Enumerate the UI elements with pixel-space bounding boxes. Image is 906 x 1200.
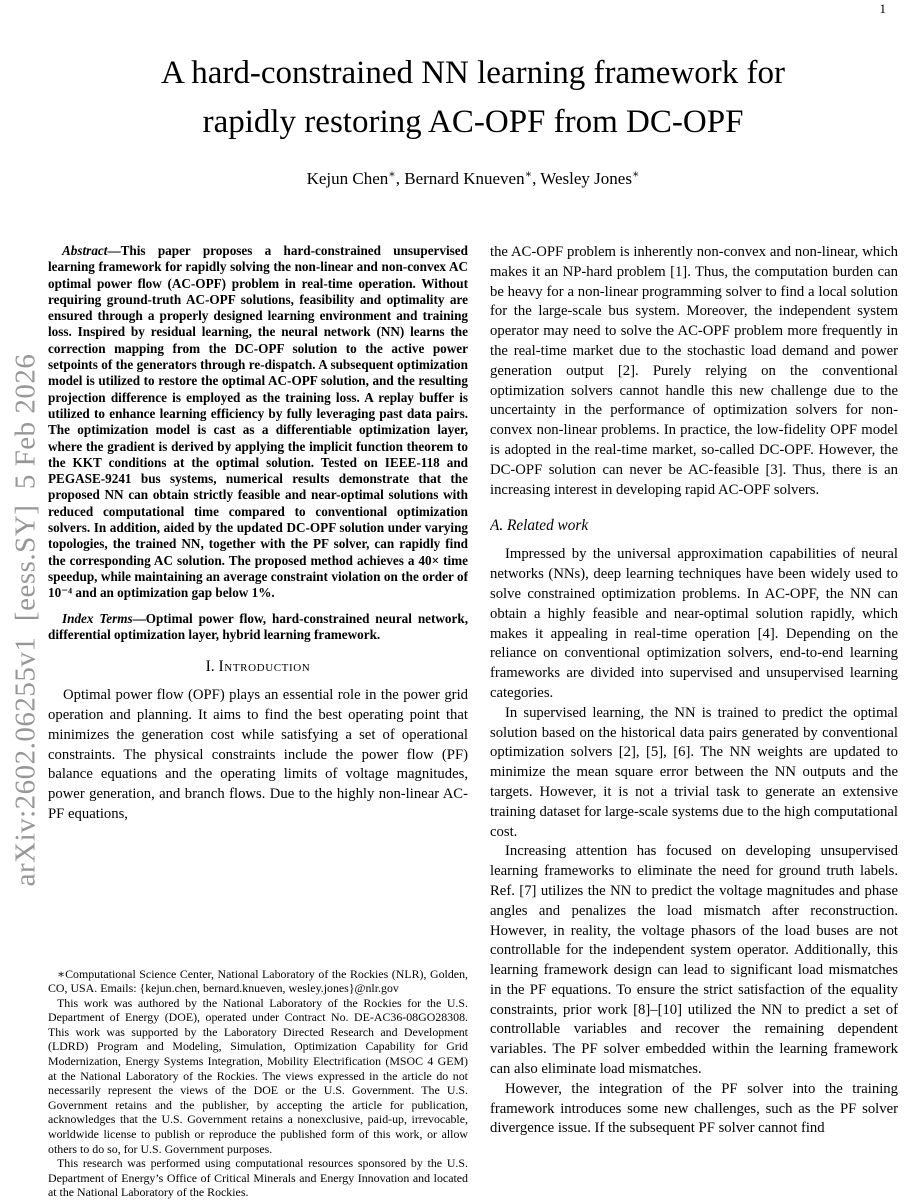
- left-column: [48, 243, 468, 1200]
- index-terms-label: Index Terms: [62, 610, 133, 626]
- index-terms-text: Optimal power flow, hard-constrained neural network, differential optimization layer, hybrid learning framework.: [48, 610, 468, 642]
- author-3: Wesley Jones∗: [540, 168, 640, 188]
- introduction-paragraph-2: the AC-OPF problem is inherently non-convex and non-linear, which makes it an NP-hard problem [1]. Thus, the computation burden can be heavy for a non-linear programming solver to find a local solution for the large-scale bus system. Moreover, the independent system operator may need to solve the AC-OPF problem more frequently in the real-time market due to the stochastic load demand and power generation output [2]. Purely relying on the conventional optimization solvers cannot handle this new challenge due to the uncertainty in the performance of optimization solvers for non-convex non-linear problems. In practice, the low-fidelity OPF model is adopted in the real-time market, so-called DC-OPF. However, the DC-OPF solution can never be AC-feasible [3]. Thus, there is an increasing interest in developing rapid AC-OPF solvers.: [490, 244, 898, 498]
- subsection-title: Related work: [507, 517, 589, 535]
- related-work-paragraph-1: Impressed by the universal approximation capabilities of neural networks (NNs), deep learning techniques have been widely used to solve constrained optimization problems. In AC-OPF, the NN can obtain a highly feasible and near-optimal solution rapidly, which makes it appealing in real-time operation [4]. Depending on the reliance on conventional optimization solvers, end-to-end learning frameworks are divided into supervised and unsupervised learning categories.: [490, 546, 898, 701]
- footnote-funding: This work was authored by the National Laboratory of the Rockies for the U.S. Department of Energy (DOE), operated under Contract No. DE-AC36-08GO28308. This work was supported by the Laboratory Directed Research and Development (LDRD) Program and Modeling, Simulation, Optimization Capability for Grid Modernization, Energy Systems Integration, Mobility Electrification (MSOC 4 GEM) at the National Laboratory of the Rockies. The views expressed in the article do not necessarily represent the views of the DOE or the U.S. Government. The U.S. Government retains and the publisher, by accepting the article for publication, acknowledges that the U.S. Government retains a nonexclusive, paid-up, irrevocable, worldwide license to publish or reproduce the published form of this work, or allow others to do so, for U.S. Government purposes.: [48, 995, 468, 1156]
- section-title: Introduction: [218, 658, 311, 676]
- related-work-paragraph-3: Increasing attention has focused on developing unsupervised learning frameworks to eliminate the need for ground truth labels. Ref. [7] utilizes the NN to predict the voltage magnitudes and phase angles and penalizes the load mismatch after reconstruction. However, in reality, the voltage phasors of the load buses are not controllable for the independent system operator. Additionally, this learning framework design can lead to significant load mismatches in the PF equations. To ensure the strict satisfaction of the equality constraints, prior work [8]–[10] utilized the NN to predict a set of controllable variables and recover the remaining dependent variables. The PF solver embedded within the learning framework can also eliminate load mismatches.: [490, 843, 898, 1078]
- page-number: 1: [879, 1, 886, 16]
- author-2-affiliation-mark: ∗: [524, 168, 533, 180]
- right-column: [490, 243, 898, 1200]
- subsection-label: A.: [490, 517, 504, 535]
- abstract-dash: —: [107, 243, 121, 258]
- author-3-affiliation-mark: ∗: [631, 168, 640, 180]
- introduction-paragraph-1: Optimal power flow (OPF) plays an essential role in the power grid operation and planning. It aims to find the best operating point that minimizes the generation cost while satisfying a set of operational constraints. The physical constraints include the power flow (PF) balance equations and the operating limits of voltage magnitudes, power generation, and branch flows. Due to the highly non-linear AC-PF equations,: [48, 687, 468, 822]
- footnote-affiliation: ∗Computational Science Center, National Laboratory of the Rockies (NLR), Golden, CO, USA. Emails: {kejun.chen, bernard.knueven, wesley.jones}@nlr.gov: [48, 966, 468, 996]
- related-work-paragraph-4: However, the integration of the PF solver into the training framework introduces some new challenges, such as the PF solver divergence issue. If the subsequent PF solver cannot find: [490, 1080, 898, 1137]
- paper-title: [48, 49, 898, 147]
- index-terms-dash: —: [132, 610, 146, 626]
- abstract-text: This paper proposes a hard-constrained unsupervised learning framework for rapidly solving the non-linear and non-convex AC optimal power flow (AC-OPF) problem in real-time operation. Without requiring ground-truth AC-OPF solutions, feasibility and optimality are ensured through a properly designed learning environment and training loss. Inspired by residual learning, the neural network (NN) learns the correction mapping from the DC-OPF solution to the active power setpoints of the generators through re-dispatch. A subsequent optimization model is utilized to restore the optimal AC-OPF solution, and the resulting projection difference is employed as the training loss. A replay buffer is utilized to enhance learning efficiency by fully leveraging past data pairs. The optimization model is cast as a differentiable optimization layer, where the gradient is derived by applying the implicit function theorem to the KKT conditions at the optimal solution. Tested on IEEE-118 and PEGASE-9241 bus systems, numerical results demonstrate that the proposed NN can obtain strictly feasible and near-optimal solutions with reduced computational time compared to conventional optimization solvers. In addition, aided by the updated DC-OPF solution under varying topologies, the trained NN, together with the PF solver, can rapidly find the corresponding AC solution. The proposed method achieves a 40× time speedup, while maintaining an average constraint violation on the order of 10⁻⁴ and an optimization gap below 1%.: [48, 243, 468, 601]
- index-terms: [48, 611, 468, 644]
- related-work-paragraph-2: In supervised learning, the NN is trained to predict the optimal solution based on the historical data pairs generated by conventional optimization solvers [2], [5], [6]. The NN weights are updated to minimize the mean square error between the NN outputs and the targets. However, it is not a trivial task to generate an extensive training dataset for large-scale systems due to the high computational cost.: [490, 704, 898, 840]
- authors-line: [48, 164, 898, 189]
- section-number: I.: [205, 658, 215, 676]
- subsection-related-work-heading: [490, 517, 898, 535]
- paper-title-line2: rapidly restoring AC-OPF from DC-OPF: [202, 104, 744, 140]
- arxiv-sidebar-banner: arXiv:2602.06255v1 [eess.SY] 5 Feb 2026: [9, 353, 42, 887]
- author-1-affiliation-mark: ∗: [388, 168, 396, 180]
- section-introduction-heading: [48, 658, 468, 676]
- footnote-resources: This research was performed using computational resources sponsored by the U.S. Department of Energy’s Office of Critical Minerals and Energy Innovation and located at the National Laboratory of the Rockies.: [48, 1156, 468, 1200]
- two-column-body: [48, 243, 898, 1200]
- author-1: Kejun Chen∗,: [306, 168, 400, 188]
- paper-header: [48, 49, 898, 189]
- paper-title-line1: A hard-constrained NN learning framework for: [160, 55, 786, 91]
- author-2: Bernard Knueven∗,: [404, 168, 537, 188]
- footnote-block: [48, 967, 468, 1200]
- abstract-label: Abstract: [62, 243, 108, 258]
- abstract: [48, 243, 468, 602]
